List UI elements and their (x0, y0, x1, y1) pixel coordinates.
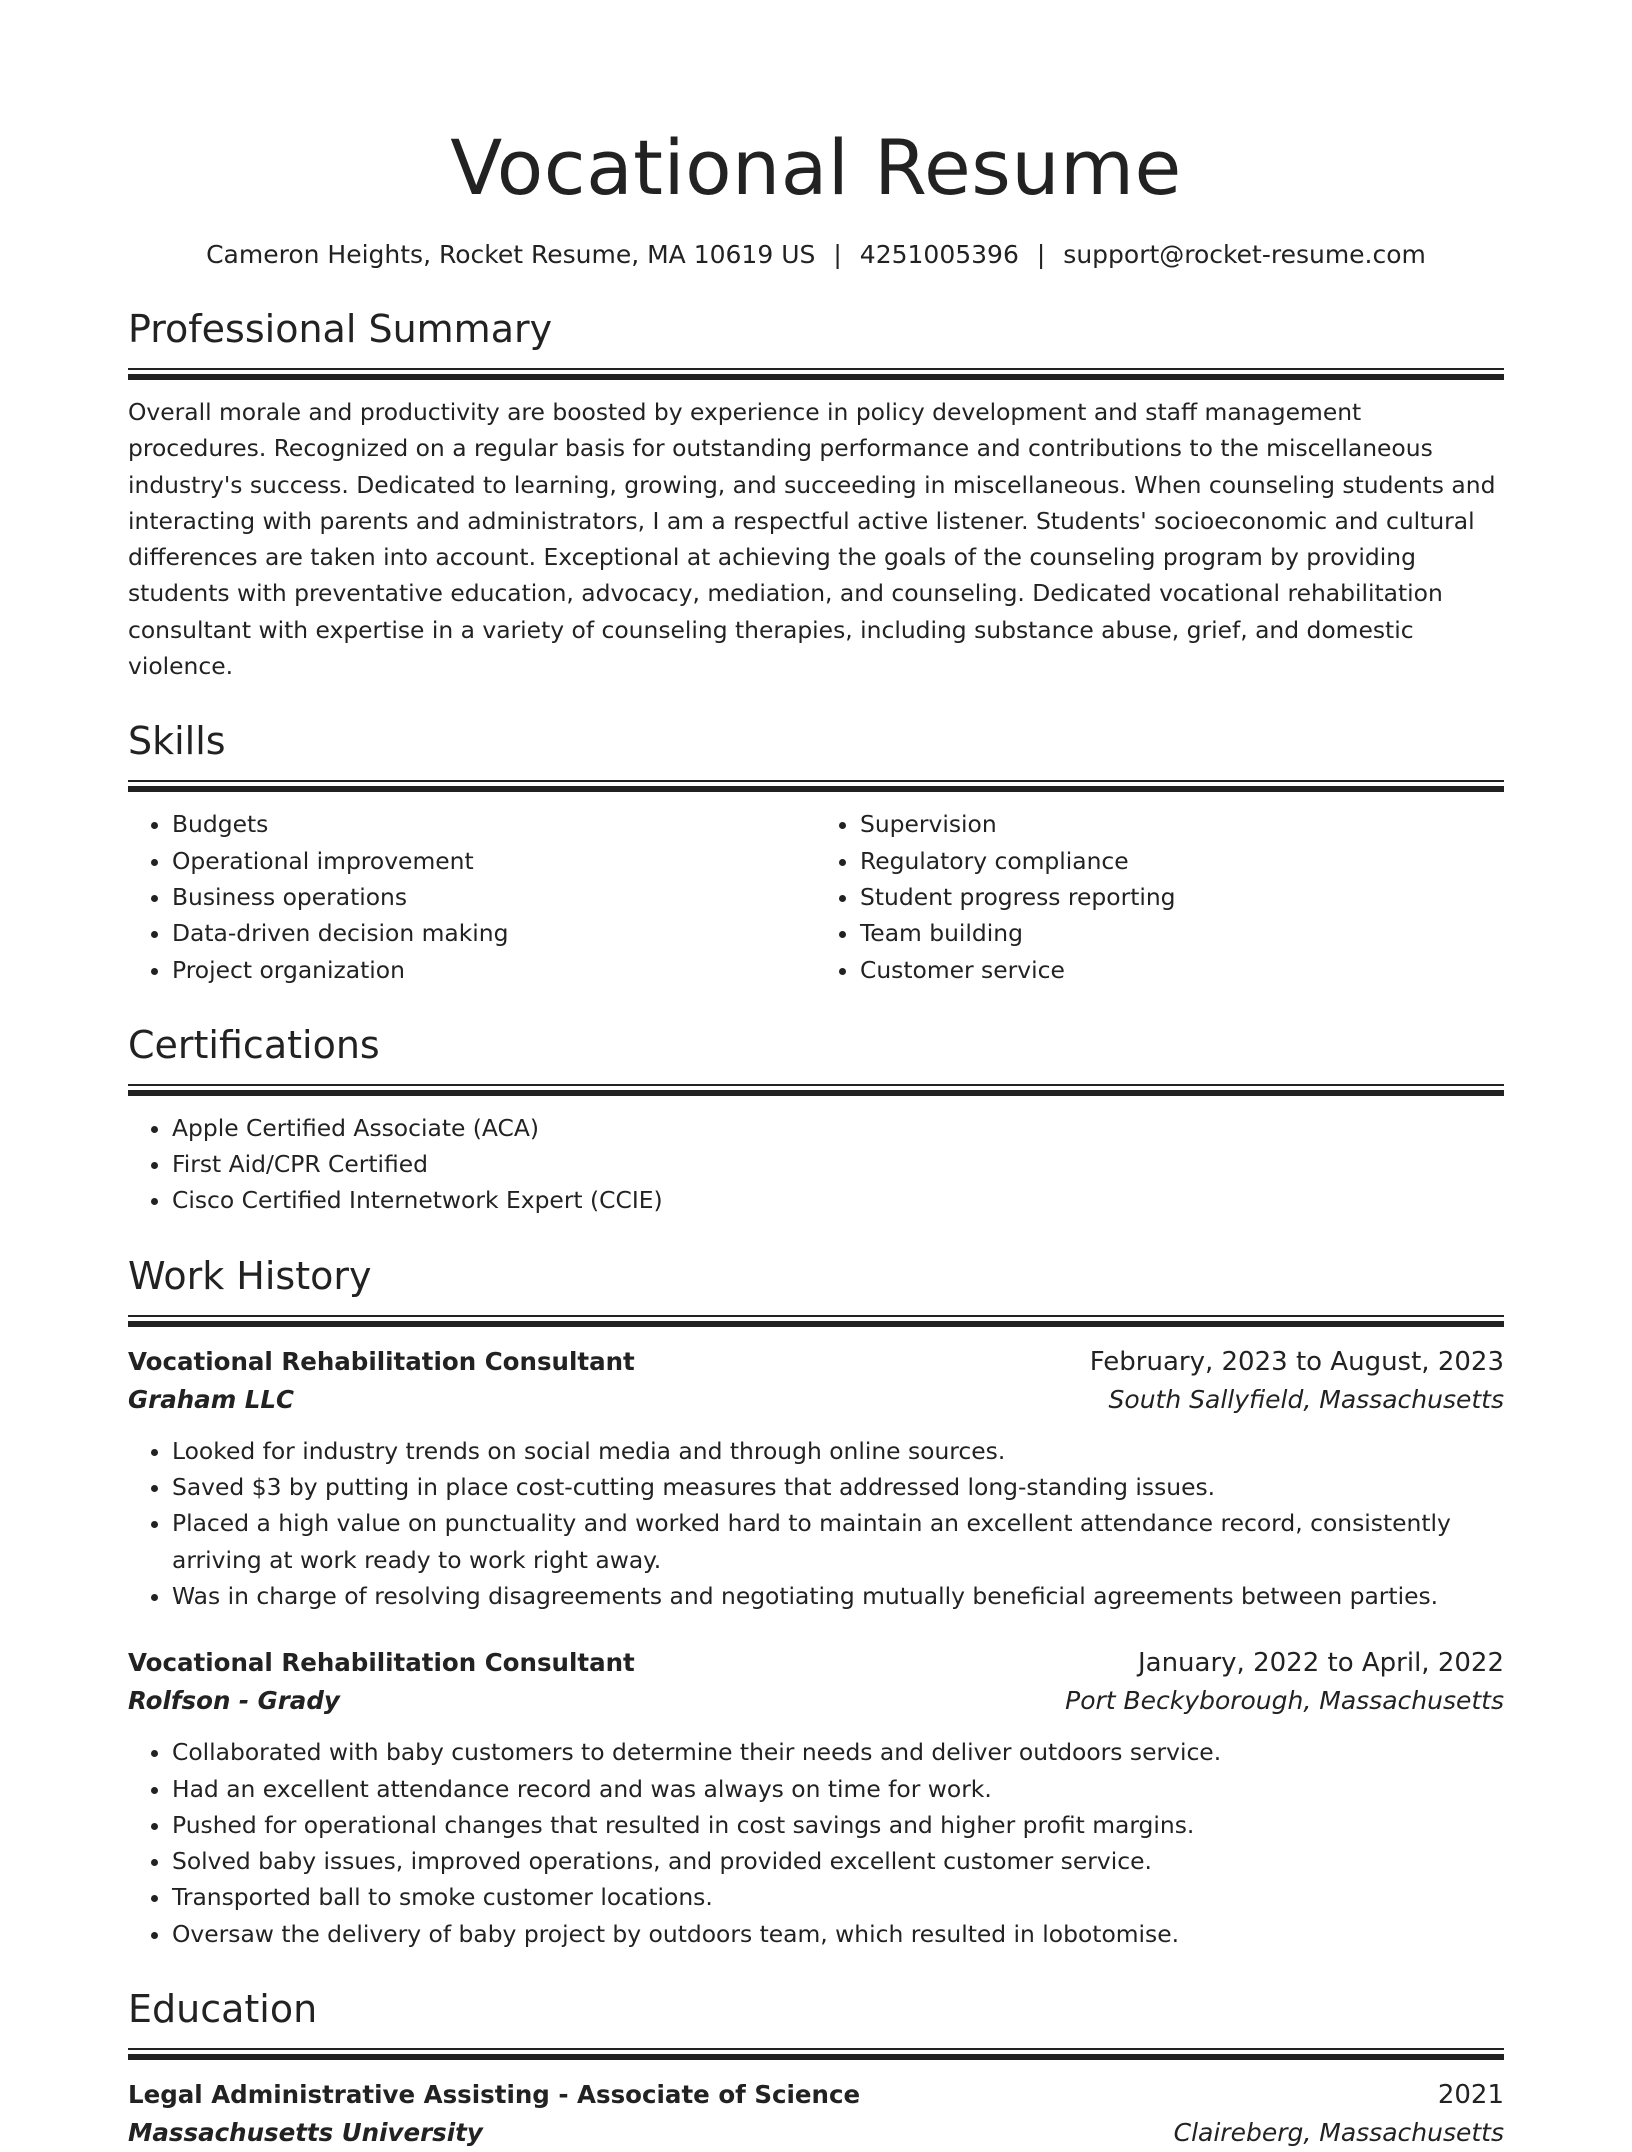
skill-item: • Budgets (172, 806, 816, 842)
job-header-row (128, 1644, 1504, 1682)
section-heading-work-history: Work History (128, 1253, 372, 1298)
section-heading-certifications: Certifications (128, 1022, 380, 1067)
skill-item: • Team building (860, 915, 1504, 951)
skill-item: • Data-driven decision making (172, 915, 816, 951)
education-section (128, 1986, 1504, 2152)
skill-item: • Regulatory compliance (860, 843, 1504, 879)
skill-item: • Operational improvement (172, 843, 816, 879)
section-divider (128, 1084, 1504, 1096)
skill-item: • Project organization (172, 952, 816, 988)
certification-item: • Apple Certified Associate (ACA) (172, 1110, 1504, 1146)
job-bullet: • Pushed for operational changes that resulted in cost savings and higher profit margins. (172, 1807, 1504, 1843)
section-divider (128, 2048, 1504, 2060)
job-header-row (128, 1343, 1504, 1381)
skill-item: • Business operations (172, 879, 816, 915)
job-bullet: • Collaborated with baby customers to determine their needs and deliver outdoors service. (172, 1734, 1504, 1770)
education-location: Claireberg, Massachusetts (1173, 2118, 1504, 2148)
job-bullet: • Had an excellent attendance record and was always on time for work. (172, 1771, 1504, 1807)
contact-separator: | (1036, 240, 1046, 269)
summary-section (128, 306, 1504, 684)
section-divider (128, 368, 1504, 380)
job-dates: January, 2022 to April, 2022 (1137, 1648, 1504, 1679)
contact-email: support@rocket-resume.com (1063, 240, 1426, 269)
contact-phone: 4251005396 (859, 240, 1019, 269)
skills-section (128, 718, 1504, 987)
job-title: Vocational Rehabilitation Consultant (128, 1346, 635, 1376)
skills-list-right (816, 806, 1504, 987)
section-heading-education: Education (128, 1987, 318, 2032)
section-heading-skills: Skills (128, 719, 226, 764)
section-heading-summary: Professional Summary (128, 307, 553, 351)
job-bullet: • Saved $3 by putting in place cost-cutting measures that addressed long-standing issues. (172, 1469, 1504, 1505)
certifications-section (128, 1022, 1504, 1219)
contact-address: Cameron Heights, Rocket Resume, MA 10619 US (206, 240, 816, 269)
job-bullets (128, 1734, 1504, 1952)
contact-line (128, 238, 1504, 272)
job-entry (128, 1644, 1504, 1952)
job-bullet: • Placed a high value on punctuality and worked hard to maintain an excellent attendance record, consistently arriving at work ready to work right away. (172, 1505, 1504, 1578)
work-history-section (128, 1253, 1504, 1952)
skills-list-left (128, 806, 816, 987)
job-bullet: • Transported ball to smoke customer locations. (172, 1879, 1504, 1915)
certification-item: • Cisco Certified Internetwork Expert (CCIE) (172, 1182, 1504, 1218)
job-company-row (128, 1682, 1504, 1720)
skill-item: • Student progress reporting (860, 879, 1504, 915)
job-bullet: • Was in charge of resolving disagreements and negotiating mutually beneficial agreements between parties. (172, 1578, 1504, 1614)
job-location: South Sallyfield, Massachusetts (1108, 1384, 1504, 1414)
job-title: Vocational Rehabilitation Consultant (128, 1648, 635, 1678)
skill-item: • Supervision (860, 806, 1504, 842)
education-school: Massachusetts University (128, 2118, 483, 2148)
certification-item: • First Aid/CPR Certified (172, 1146, 1504, 1182)
certifications-list (128, 1110, 1504, 1219)
job-company: Rolfson - Grady (128, 1686, 340, 1716)
section-divider (128, 1315, 1504, 1327)
education-header-row (128, 2076, 1504, 2114)
job-company: Graham LLC (128, 1384, 294, 1414)
job-location: Port Beckyborough, Massachusetts (1065, 1686, 1504, 1716)
job-bullets (128, 1433, 1504, 1614)
education-degree: Legal Administrative Assisting - Associate of Science (128, 2080, 861, 2110)
job-dates: February, 2023 to August, 2023 (1089, 1346, 1504, 1377)
job-company-row (128, 1381, 1504, 1419)
job-bullet: • Solved baby issues, improved operations, and provided excellent customer service. (172, 1843, 1504, 1879)
summary-text: Overall morale and productivity are boosted by experience in policy development and staff management procedures. Recognized on a regular basis for outstanding performance and contributions to the miscellaneous industry's success. Dedicated to learning, growing, and succeeding in miscellaneous. When counseling students and interacting with parents and administrators, I am a respectful active listener. Students' socioeconomic and cultural differences are taken into account. Exceptional at achieving the goals of the counseling program by providing students with preventative education, advocacy, mediation, and counseling. Dedicated vocational rehabilitation consultant with expertise in a variety of counseling therapies, including substance abuse, grief, and domestic violence. (128, 398, 1496, 681)
education-year: 2021 (1437, 2080, 1504, 2111)
skill-item: • Customer service (860, 952, 1504, 988)
contact-separator: | (833, 240, 842, 269)
job-bullet: • Oversaw the delivery of baby project by outdoors team, which resulted in lobotomise. (172, 1916, 1504, 1952)
section-divider (128, 780, 1504, 792)
job-bullet: • Looked for industry trends on social media and through online sources. (172, 1433, 1504, 1469)
resume-title: Vocational Resume (450, 123, 1182, 212)
education-school-row (128, 2114, 1504, 2152)
job-entry (128, 1343, 1504, 1614)
skills-grid (128, 792, 1504, 987)
education-entry (128, 2076, 1504, 2152)
